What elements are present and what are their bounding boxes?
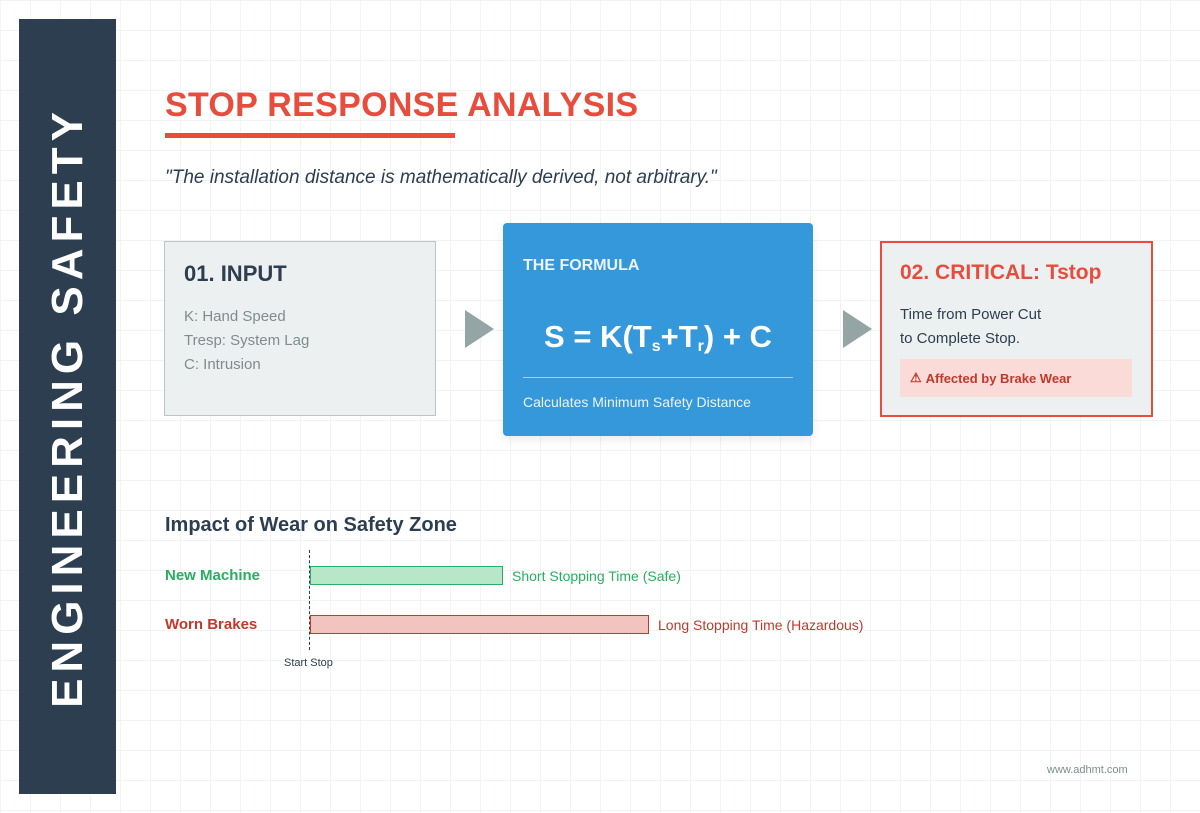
brake-wear-badge [900,359,1132,397]
critical-card [880,241,1153,417]
formula-left: S = K(T [544,319,652,354]
start-stop-label: Start Stop [284,657,333,669]
impact-title: Impact of Wear on Safety Zone [165,514,457,536]
sidebar [19,19,116,794]
formula-plus: +T [660,319,698,354]
critical-desc-line2: to Complete Stop. [900,330,1021,347]
sidebar-label: ENGINEERING SAFETY [42,105,92,708]
formula-divider [523,377,793,378]
flow-arrow-icon [843,310,872,348]
row-label-new-machine: New Machine [165,567,261,584]
formula-sub-s: s [651,338,661,355]
page-quote: "The installation distance is mathematically derived, not arbitrary." [165,167,717,188]
bar-desc-worn-brakes: Long Stopping Time (Hazardous) [658,617,864,633]
row-label-worn-brakes: Worn Brakes [165,616,258,633]
bar-new-machine [310,566,503,585]
formula-sub-r: r [697,338,704,355]
formula-card [503,223,813,436]
critical-card-heading: 02. CRITICAL: Tstop [900,261,1102,284]
footer-url: www.adhmt.com [1047,764,1128,776]
input-item-system-lag: Tresp: System Lag [184,332,310,349]
brake-wear-badge-label: Affected by Brake Wear [925,370,1072,386]
formula-expression [503,319,813,356]
formula-card-label: THE FORMULA [523,257,640,274]
formula-right: ) + C [703,319,772,354]
title-underline [165,133,455,138]
flow-arrow-icon [465,310,494,348]
warning-icon: ⚠ [910,370,922,385]
input-item-intrusion: C: Intrusion [184,356,261,373]
page-title: STOP RESPONSE ANALYSIS [165,86,639,124]
input-item-hand-speed: K: Hand Speed [184,308,286,325]
input-card [164,241,436,416]
formula-caption: Calculates Minimum Safety Distance [523,394,751,410]
bar-desc-new-machine: Short Stopping Time (Safe) [512,568,681,584]
bar-worn-brakes [310,615,649,634]
start-stop-line [309,550,310,650]
critical-desc-line1: Time from Power Cut [900,306,1042,323]
input-card-heading: 01. INPUT [184,261,287,286]
